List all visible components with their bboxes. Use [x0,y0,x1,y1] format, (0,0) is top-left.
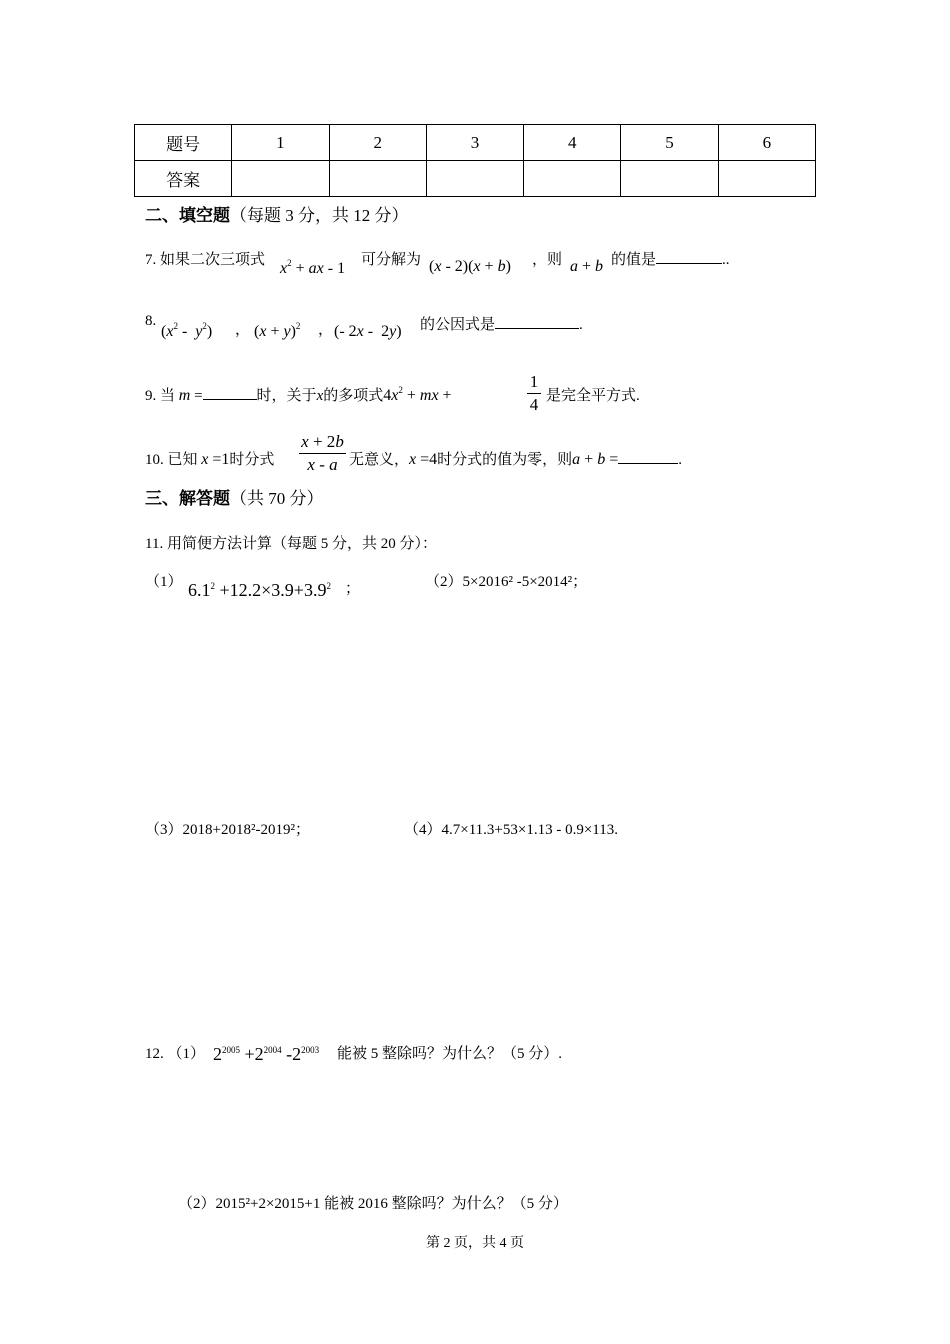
answer-blank[interactable] [203,385,257,400]
question-10: 10. 已知 x =1时分式 [145,451,275,468]
question-8-prefix: 8. [145,313,157,329]
q11-part-2: （2）5×2016² -5×2014²； [425,574,588,590]
q9-polynomial: $4x^2$ + mx + [383,385,452,404]
q12-part-1-prefix: 12. （1） [145,1046,206,1062]
table-cell: 2 [329,125,426,161]
q7-suffix: 的值是 .. [611,248,730,269]
answer-cell[interactable] [232,161,329,197]
table-cell: 1 [232,125,329,161]
q7-factored: (x - 2)(x + b) [429,258,511,275]
table-cell: 6 [718,125,815,161]
q11-part-1-end: ； [345,581,361,597]
answer-blank[interactable] [618,449,678,464]
q11-part-3: （3）2018+2018²-2019²； [145,822,310,838]
q11-part-1-label: （1） [145,574,183,590]
table-cell: 5 [621,125,718,161]
q7-sum: a + b [570,258,604,275]
table-header-cell: 题号 [135,125,232,161]
comma: ， [318,322,334,338]
comma: ， [235,322,251,338]
table-row [135,161,816,197]
q7-sep-text: ，则 [532,252,563,268]
section-heading: 三、解答题（共 70 分） [145,489,324,508]
q12-part-2: （2）2015²+2×2015+1 能被 2016 整除吗？为什么？（5 分） [178,1196,568,1212]
answer-blank[interactable] [495,314,579,329]
answer-cell[interactable] [329,161,426,197]
q11-part-4: （4）4.7×11.3+53×1.13 - 0.9×113. [404,822,618,838]
table-cell: 3 [426,125,523,161]
answer-cell[interactable] [621,161,718,197]
q7-trinomial: $x^2$ + ax - 1 [280,258,346,277]
table-header-cell: 答案 [135,161,232,197]
q8-expr-2: $(x + y)^2$ [254,321,301,340]
table-cell: 4 [524,125,621,161]
answer-table [134,124,816,197]
question-7-prefix: 7. 如果二次三项式 [145,252,266,268]
fraction-x-2b-over-x-a: x + 2b x - a [299,432,346,475]
section-heading: 二、填空题（每题 3 分，共 12 分） [145,206,409,225]
q12-part-1-expr: $2^{2005} +2^{2004}$ $-2^{2003}$ [213,1044,320,1064]
q11-part-1-expr: $6.1^2 +12.2\times 3.9+3.9^2$ [188,580,331,600]
q9-suffix: 是完全平方式. [546,388,640,404]
question-9: 9. 当 m = 时，关于x的多项式$4x^2$ + mx + [145,385,452,404]
q10-rest: 无意义，x =4时分式的值为零，则a + b = . [349,451,682,468]
question-11-title: 11. 用简便方法计算（每题 5 分，共 20 分）： [145,536,437,552]
q12-part-1-suffix: 能被 5 整除吗？为什么？（5 分）. [337,1046,563,1062]
answer-cell[interactable] [524,161,621,197]
answer-cell[interactable] [718,161,815,197]
var-m: m [178,387,191,404]
q7-mid-text: 可分解为 [361,252,422,268]
q8-expr-1: $(x^2 - y^2)$ [161,321,213,340]
table-row [135,125,816,161]
q8-suffix: 的公因式是 . [420,313,583,334]
answer-cell[interactable] [426,161,523,197]
fraction-one-quarter: 1 4 [527,372,541,415]
answer-blank[interactable] [656,249,722,264]
page-footer: 第 2 页，共 4 页 [426,1236,524,1251]
q8-expr-3: (- 2x - 2y) [334,323,402,340]
